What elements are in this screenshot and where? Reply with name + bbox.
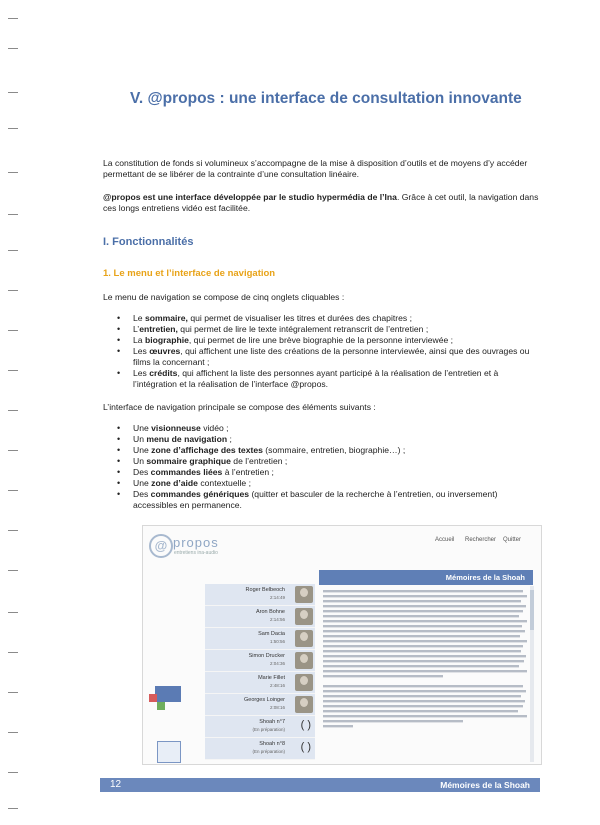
graphic-summary-icon[interactable]	[155, 686, 181, 702]
loading-icon: ( )	[300, 741, 311, 753]
menu-tab-list	[103, 313, 543, 390]
nav-accueil[interactable]: Accueil	[435, 537, 455, 543]
table-row[interactable]: Shoah n°8 (En préparation) ( )	[205, 738, 315, 760]
scrollbar[interactable]	[530, 586, 534, 762]
list-item: • Des commandes liées à l’entretien ;	[103, 467, 543, 478]
list-item: • Une zone d’affichage des textes (sommaire, entretien, biographie…) ;	[103, 445, 543, 456]
text-display-area	[323, 590, 529, 756]
portrait-thumbnail	[295, 652, 313, 669]
list-item: • Les crédits, qui affichent la liste des personnes ayant participé à la réalisation de l’entretien et à l’intégration et la réalisation de l’interface @propos.	[103, 368, 543, 390]
list-item: • L’entretien, qui permet de lire le texte intégralement retranscrit de l’entretien ;	[103, 324, 543, 335]
intro-paragraph-2	[103, 192, 543, 214]
interface-element-list	[103, 423, 543, 511]
logo-wordmark: propos	[173, 535, 219, 550]
table-row[interactable]: Georges Loinger 2:08:16	[205, 694, 315, 716]
table-row[interactable]: Simon Drucker 2:04:36	[205, 650, 315, 672]
nav-rechercher[interactable]: Rechercher	[465, 537, 497, 543]
list-item: • Une visionneuse vidéo ;	[103, 423, 543, 434]
portrait-thumbnail	[295, 674, 313, 691]
menu-intro: Le menu de navigation se compose de cinq onglets cliquables :	[103, 292, 345, 302]
interview-list	[205, 584, 317, 762]
list-item: • Un sommaire graphique de l’entretien ;	[103, 456, 543, 467]
list-item: • Des commandes génériques (quitter et basculer de la recherche à l’entretien, ou inversement) accessibles en permanence.	[103, 489, 543, 511]
collection-banner: Mémoires de la Shoah	[319, 570, 533, 585]
list-item: • La biographie, qui permet de lire une brève biographie de la personne interviewée ;	[103, 335, 543, 346]
list-item: • Les œuvres, qui affichent une liste des créations de la personne interviewée, ainsi que des ouvrages ou films la concernant ;	[103, 346, 543, 368]
blurred-text-lines	[323, 590, 529, 755]
list-item: • Un menu de navigation ;	[103, 434, 543, 445]
table-row[interactable]: Roger Belbeoch 2:14:49	[205, 584, 315, 606]
propos-logo-icon: @	[149, 534, 173, 558]
section-title: I. Fonctionnalités	[103, 236, 194, 248]
list-item: • Le sommaire, qui permet de visualiser les titres et durées des chapitres ;	[103, 313, 543, 324]
subsection-title: 1. Le menu et l’interface de navigation	[103, 268, 276, 279]
list-item: • Une zone d’aide contextuelle ;	[103, 478, 543, 489]
interface-screenshot	[142, 525, 542, 765]
portrait-thumbnail	[295, 630, 313, 647]
portrait-thumbnail	[295, 696, 313, 713]
intro-paragraph: La constitution de fonds si volumineux s’accompagne de la mise à disposition d’outils et de moyens d’y accéder permettant de se libérer de la contrainte d’une consultation linéaire.	[103, 158, 528, 179]
page-number: 12	[110, 779, 122, 790]
chapter-title: V. @propos : une interface de consultation innovante	[130, 90, 522, 107]
table-row[interactable]: Shoah n°7 (En préparation) ( )	[205, 716, 315, 738]
portrait-thumbnail	[295, 608, 313, 625]
page-footer	[100, 778, 540, 792]
portrait-thumbnail	[295, 586, 313, 603]
table-row[interactable]: Sam Dacia 1:50:56	[205, 628, 315, 650]
loading-icon: ( )	[300, 719, 311, 731]
table-row[interactable]: Aron Bohne 2:14:56	[205, 606, 315, 628]
intro-rest: . Grâce à cet outil, la navigation dans ces longs entretiens vidéo est facilitée.	[103, 192, 539, 213]
table-row[interactable]: Marie Fillet 2:48:16	[205, 672, 315, 694]
help-badge-icon[interactable]	[157, 741, 181, 763]
interface-intro: L’interface de navigation principale se compose des éléments suivants :	[103, 402, 376, 412]
intro-bold: @propos est une interface développée par le studio hypermédia de l’Ina	[103, 192, 397, 202]
nav-quitter[interactable]: Quitter	[503, 537, 522, 543]
footer-title: Mémoires de la Shoah	[440, 780, 530, 790]
logo-tagline: entretiens ina-audio	[174, 550, 218, 556]
